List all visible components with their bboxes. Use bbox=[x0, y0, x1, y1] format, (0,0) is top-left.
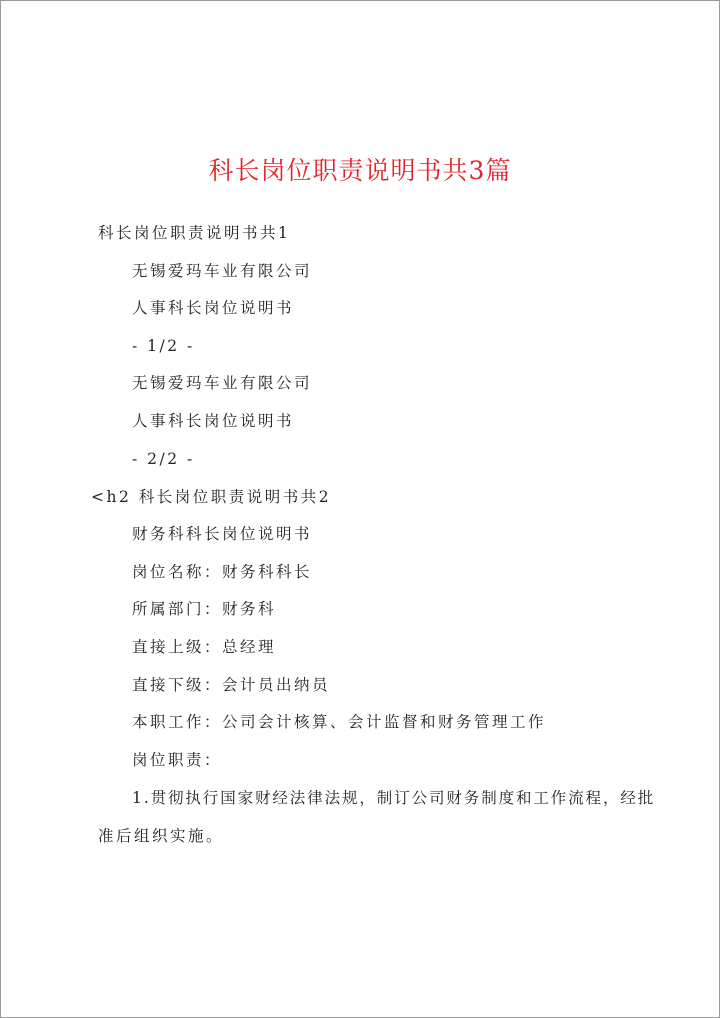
responsibility-item-continued: 准后组织实施。 bbox=[98, 827, 225, 845]
field-department: 所属部门：财务科 bbox=[132, 600, 277, 618]
document-title: 科长岗位职责说明书共3篇 bbox=[208, 156, 512, 185]
doc-subtitle: 人事科长岗位说明书 bbox=[132, 412, 295, 430]
field-responsibilities-label: 岗位职责： bbox=[132, 751, 223, 769]
company-name: 无锡爱玛车业有限公司 bbox=[132, 262, 313, 280]
field-core-work: 本职工作：公司会计核算、会计监督和财务管理工作 bbox=[132, 713, 547, 731]
section-heading-1: 科长岗位职责说明书共1 bbox=[98, 224, 291, 242]
responsibility-item: 1.贯彻执行国家财经法律法规，制订公司财务制度和工作流程，经批 bbox=[132, 789, 656, 807]
field-direct-superior: 直接上级：总经理 bbox=[132, 638, 277, 656]
page-number: - 1/2 - bbox=[132, 337, 195, 355]
page-number: - 2/2 - bbox=[132, 450, 195, 468]
field-direct-subordinates: 直接下级：会计员出纳员 bbox=[132, 676, 331, 694]
doc-subtitle: 人事科长岗位说明书 bbox=[132, 299, 295, 317]
field-position-name: 岗位名称：财务科科长 bbox=[132, 563, 313, 581]
company-name: 无锡爱玛车业有限公司 bbox=[132, 374, 313, 392]
section-heading-2: <h2 科长岗位职责说明书共2 bbox=[91, 488, 332, 506]
doc-subtitle: 财务科科长岗位说明书 bbox=[132, 525, 313, 543]
